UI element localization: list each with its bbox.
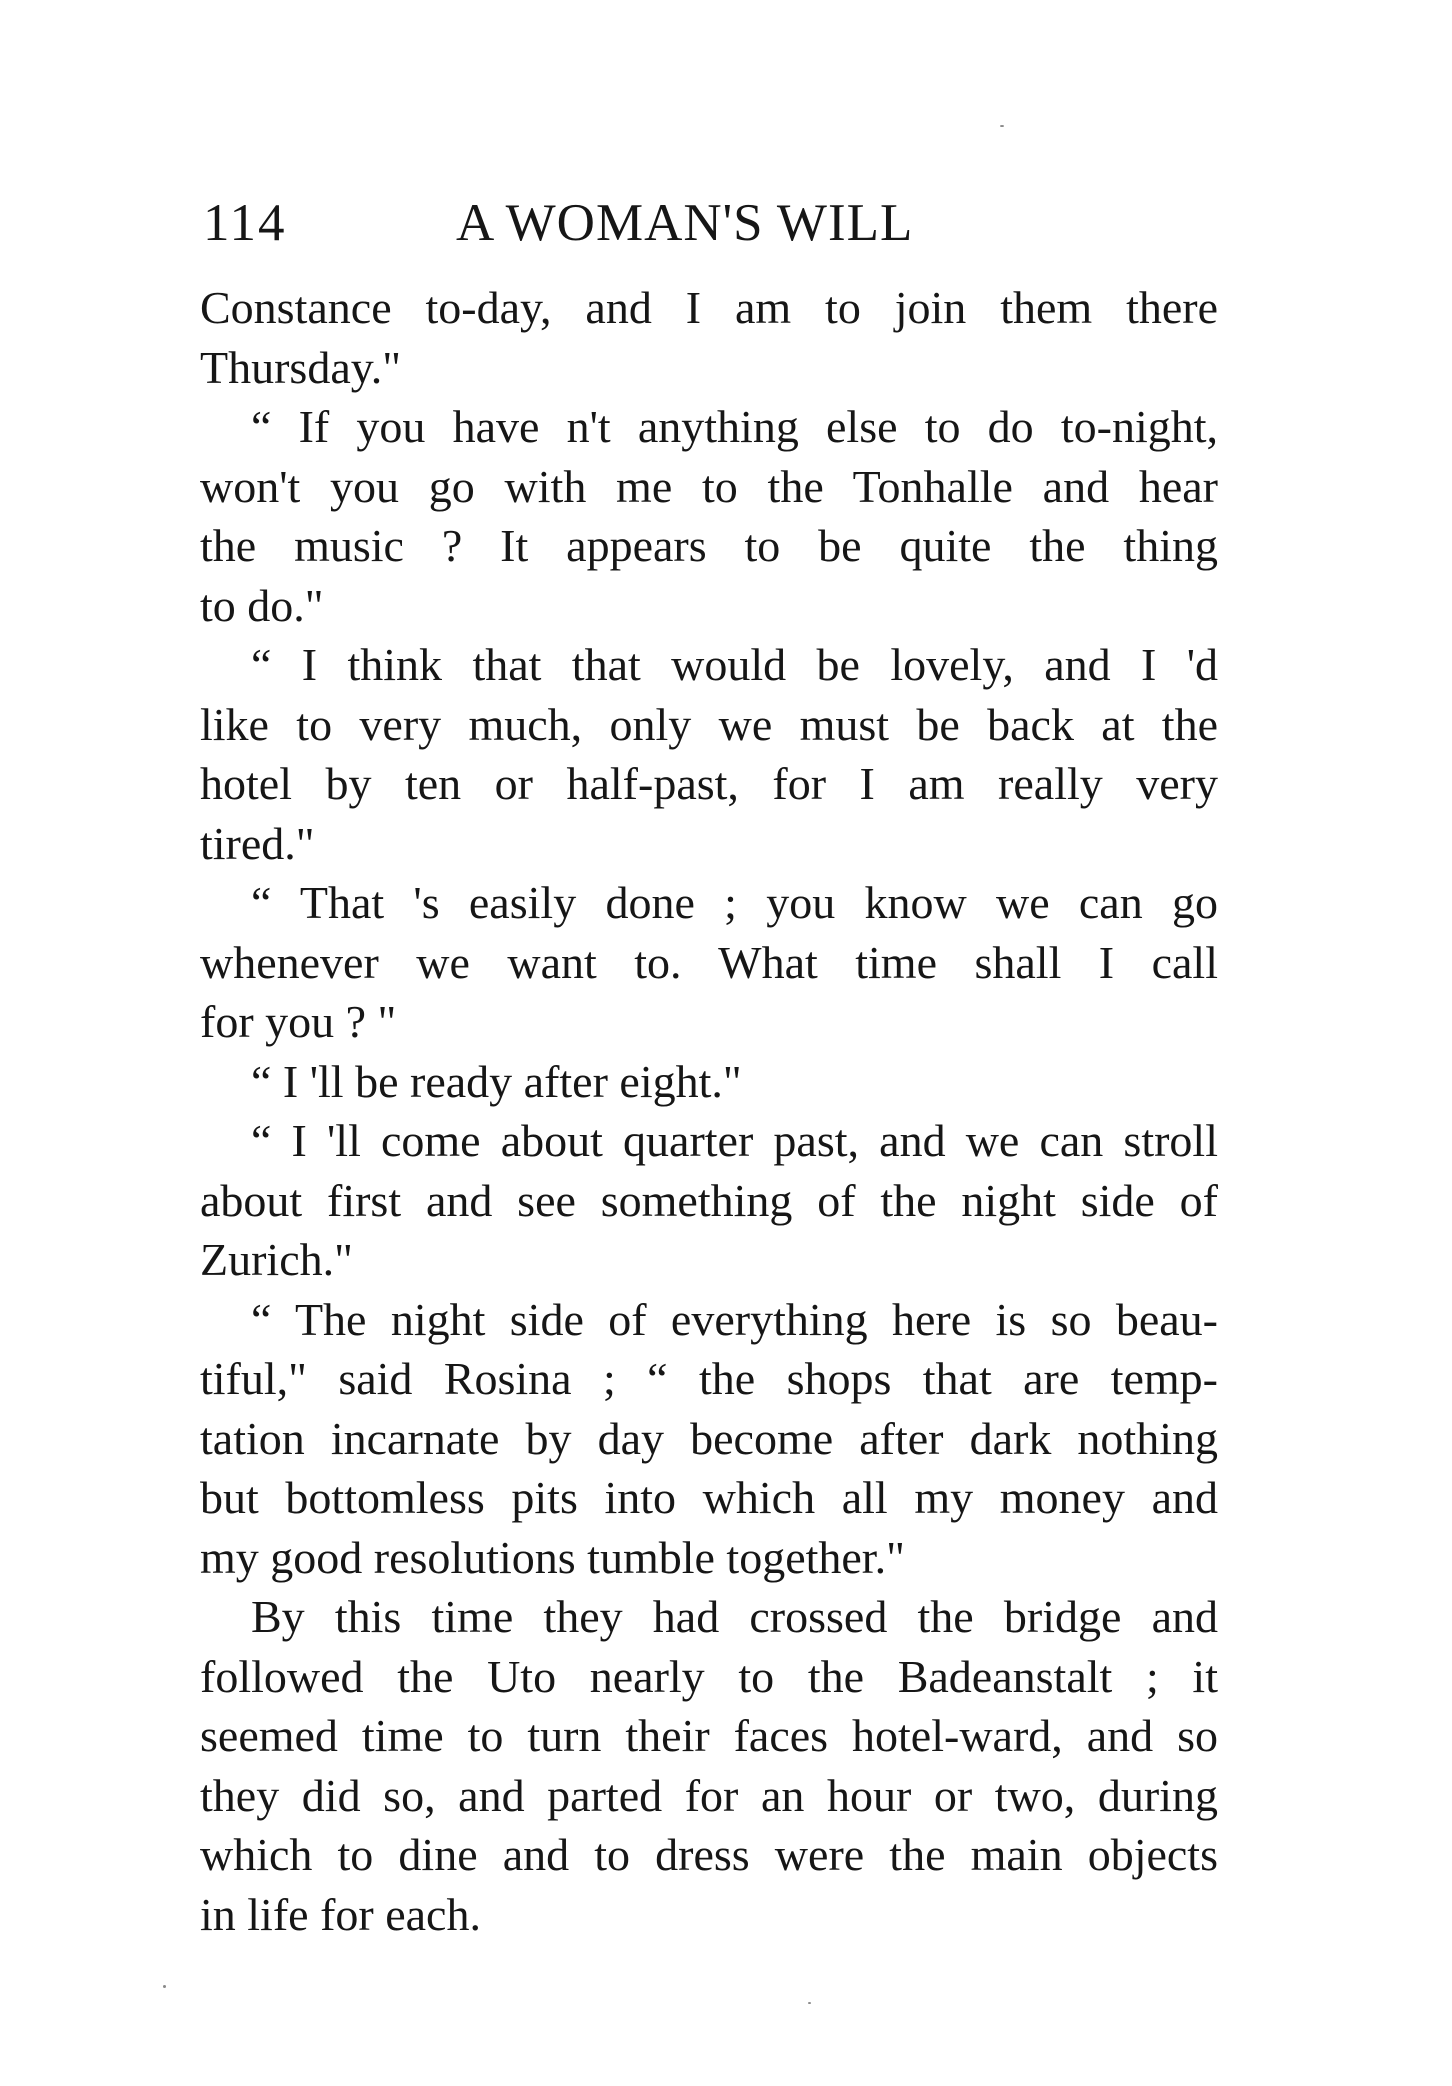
text-line: followed the Uto nearly to the Badeanstalt ; it <box>200 1650 1218 1702</box>
text-line: about first and see something of the night side of <box>200 1174 1218 1226</box>
text-line: Zurich." <box>200 1234 353 1285</box>
print-speck <box>808 2002 811 2004</box>
text-line: tiful," said Rosina ; “ the shops that are temp- <box>200 1353 1218 1404</box>
text-line: tired." <box>200 817 315 869</box>
text-line: hotel by ten or half-past, for I am really very <box>200 758 1218 809</box>
print-speck <box>1000 125 1004 127</box>
text-line: but bottomless pits into which all my money and <box>200 1472 1218 1523</box>
text-line: in life for each. <box>200 1888 481 1940</box>
text-line: “ That 's easily done ; you know we can go <box>251 877 1218 928</box>
text-line: “ If you have n't anything else to do to-night, <box>251 401 1218 452</box>
running-title: A WOMAN'S WILL <box>456 194 914 252</box>
text-line: whenever we want to. What time shall I call <box>200 936 1218 988</box>
text-line: By this time they had crossed the bridge and <box>251 1591 1218 1642</box>
page-number: 114 <box>203 194 287 252</box>
print-speck <box>163 1985 166 1988</box>
text-line: like to very much, only we must be back at the <box>200 698 1218 750</box>
text-line: my good resolutions tumble together." <box>200 1531 905 1583</box>
body-text <box>200 278 1218 1944</box>
text-line: for you ? " <box>200 996 397 1047</box>
text-line: “ I think that that would be lovely, and I 'd <box>251 639 1218 690</box>
text-line: won't you go with me to the Tonhalle and hear <box>200 460 1218 512</box>
text-line: they did so, and parted for an hour or two, during <box>200 1769 1218 1821</box>
text-line: the music ? It appears to be quite the thing <box>200 520 1218 571</box>
text-line: to do." <box>200 579 324 631</box>
text-line: “ I 'll be ready after eight." <box>251 1055 742 1107</box>
text-line: “ I 'll come about quarter past, and we can stroll <box>251 1115 1218 1166</box>
text-line: tation incarnate by day become after dark nothing <box>200 1412 1218 1464</box>
text-line: Constance to-day, and I am to join them there <box>200 282 1218 333</box>
text-line: seemed time to turn their faces hotel-ward, and so <box>200 1710 1218 1761</box>
text-line: Thursday." <box>200 341 402 393</box>
page-header <box>203 188 1213 258</box>
text-line: which to dine and to dress were the main objects <box>200 1829 1218 1880</box>
text-line: “ The night side of everything here is so beau- <box>251 1293 1218 1345</box>
